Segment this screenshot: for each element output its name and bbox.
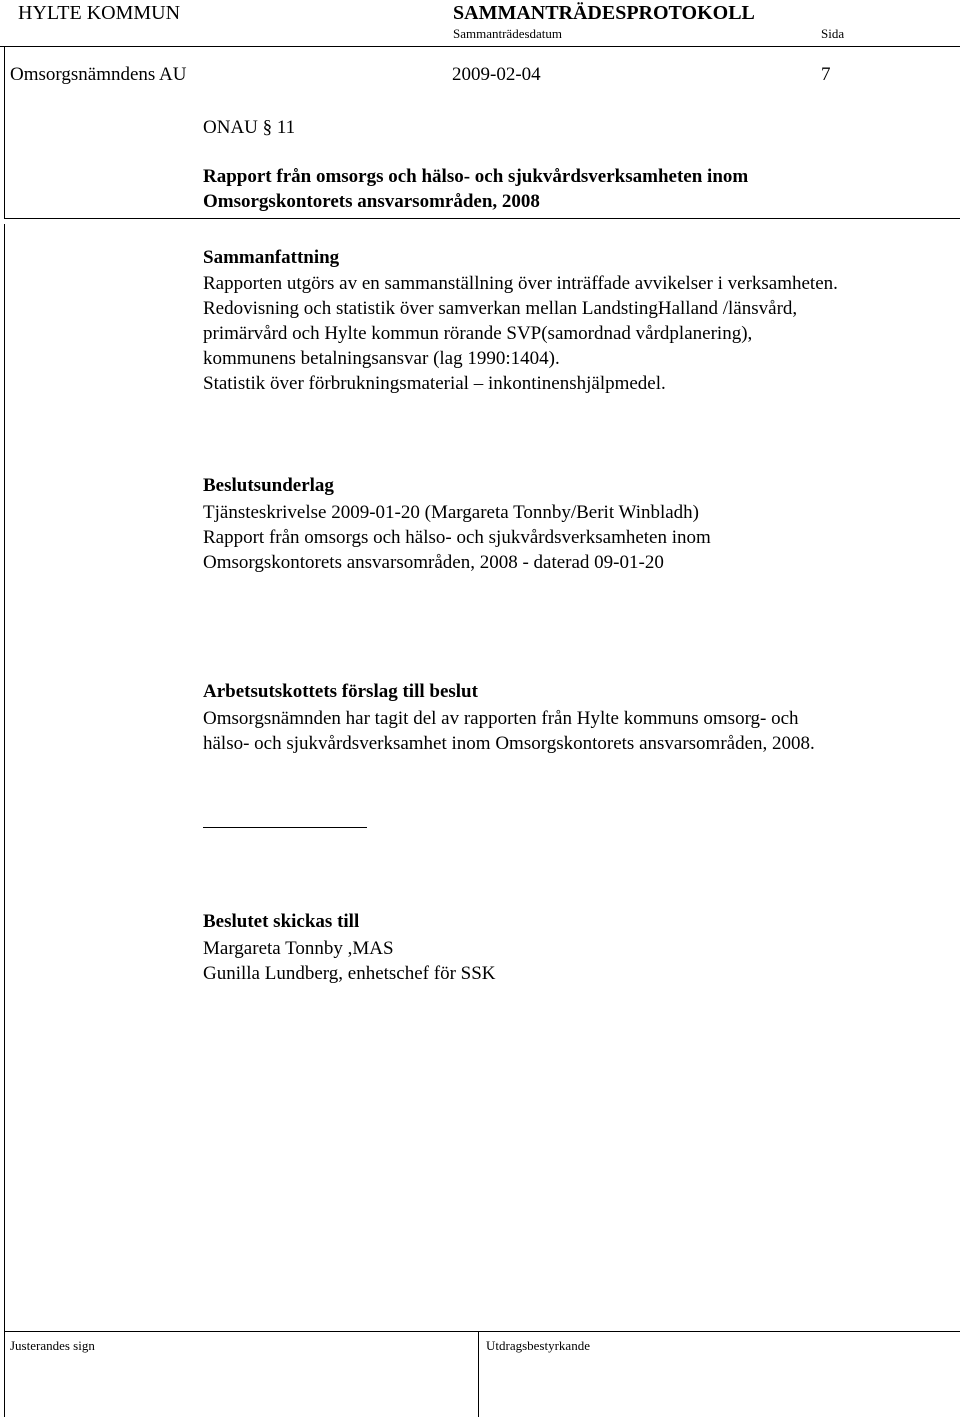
sent-to-heading: Beslutet skickas till — [203, 911, 360, 932]
basis-line: Omsorgskontorets ansvarsområden, 2008 - daterad 09-01-20 — [203, 552, 664, 573]
section-divider-rule — [203, 827, 367, 828]
meeting-date-label: Sammanträdesdatum — [453, 26, 563, 41]
basis-line: Tjänsteskrivelse 2009-01-20 (Margareta Tonnby/Berit Winbladh) — [203, 502, 700, 523]
summary-line: kommunens betalningsansvar (lag 1990:1404). — [203, 348, 560, 369]
extract-certification-label: Utdragsbestyrkande — [486, 1338, 590, 1353]
committee-name: Omsorgsnämndens AU — [10, 64, 187, 85]
meeting-date: 2009-02-04 — [452, 64, 541, 85]
recipient-line: Margareta Tonnby ,MAS — [203, 938, 394, 959]
municipality-name: HYLTE KOMMUN — [18, 2, 181, 24]
summary-line: Statistik över förbrukningsmaterial – inkontinenshjälpmedel. — [203, 373, 666, 394]
footer-divider — [478, 1331, 479, 1417]
summary-body — [203, 271, 838, 396]
proposal-line: hälso- och sjukvårdsverksamhet inom Omsorgskontorets ansvarsområden, 2008. — [203, 733, 815, 754]
basis-line: Rapport från omsorgs och hälso- och sjukvårdsverksamheten inom — [203, 527, 711, 548]
title-line-1: Rapport från omsorgs och hälso- och sjukvårdsverksamheten inom — [203, 166, 749, 187]
document-type: SAMMANTRÄDESPROTOKOLL — [453, 2, 755, 24]
proposal-heading: Arbetsutskottets förslag till beslut — [203, 681, 478, 702]
left-border-lower — [4, 224, 5, 1331]
sent-to-body — [203, 936, 496, 986]
basis-heading: Beslutsunderlag — [203, 475, 334, 496]
header-top-rule — [0, 46, 960, 47]
paragraph-number: ONAU § 11 — [203, 117, 296, 138]
proposal-body — [203, 706, 815, 756]
basis-body — [203, 500, 711, 575]
left-border-upper — [4, 46, 5, 218]
summary-line: Rapporten utgörs av en sammanställning över inträffade avvikelser i verksamheten. — [203, 273, 838, 294]
summary-line: primärvård och Hylte kommun rörande SVP(samordnad vårdplanering), — [203, 323, 753, 344]
page-label: Sida — [821, 26, 845, 41]
page-number: 7 — [821, 64, 831, 85]
signature-label: Justerandes sign — [10, 1338, 95, 1353]
recipient-line: Gunilla Lundberg, enhetschef för SSK — [203, 963, 496, 984]
summary-heading: Sammanfattning — [203, 247, 340, 268]
header-bottom-rule — [4, 218, 960, 219]
footer-left-border — [4, 1331, 5, 1417]
proposal-line: Omsorgsnämnden har tagit del av rapporten från Hylte kommuns omsorg- och — [203, 708, 799, 729]
title-line-2: Omsorgskontorets ansvarsområden, 2008 — [203, 191, 540, 212]
summary-line: Redovisning och statistik över samverkan mellan LandstingHalland /länsvård, — [203, 298, 798, 319]
footer-top-rule — [4, 1331, 960, 1332]
